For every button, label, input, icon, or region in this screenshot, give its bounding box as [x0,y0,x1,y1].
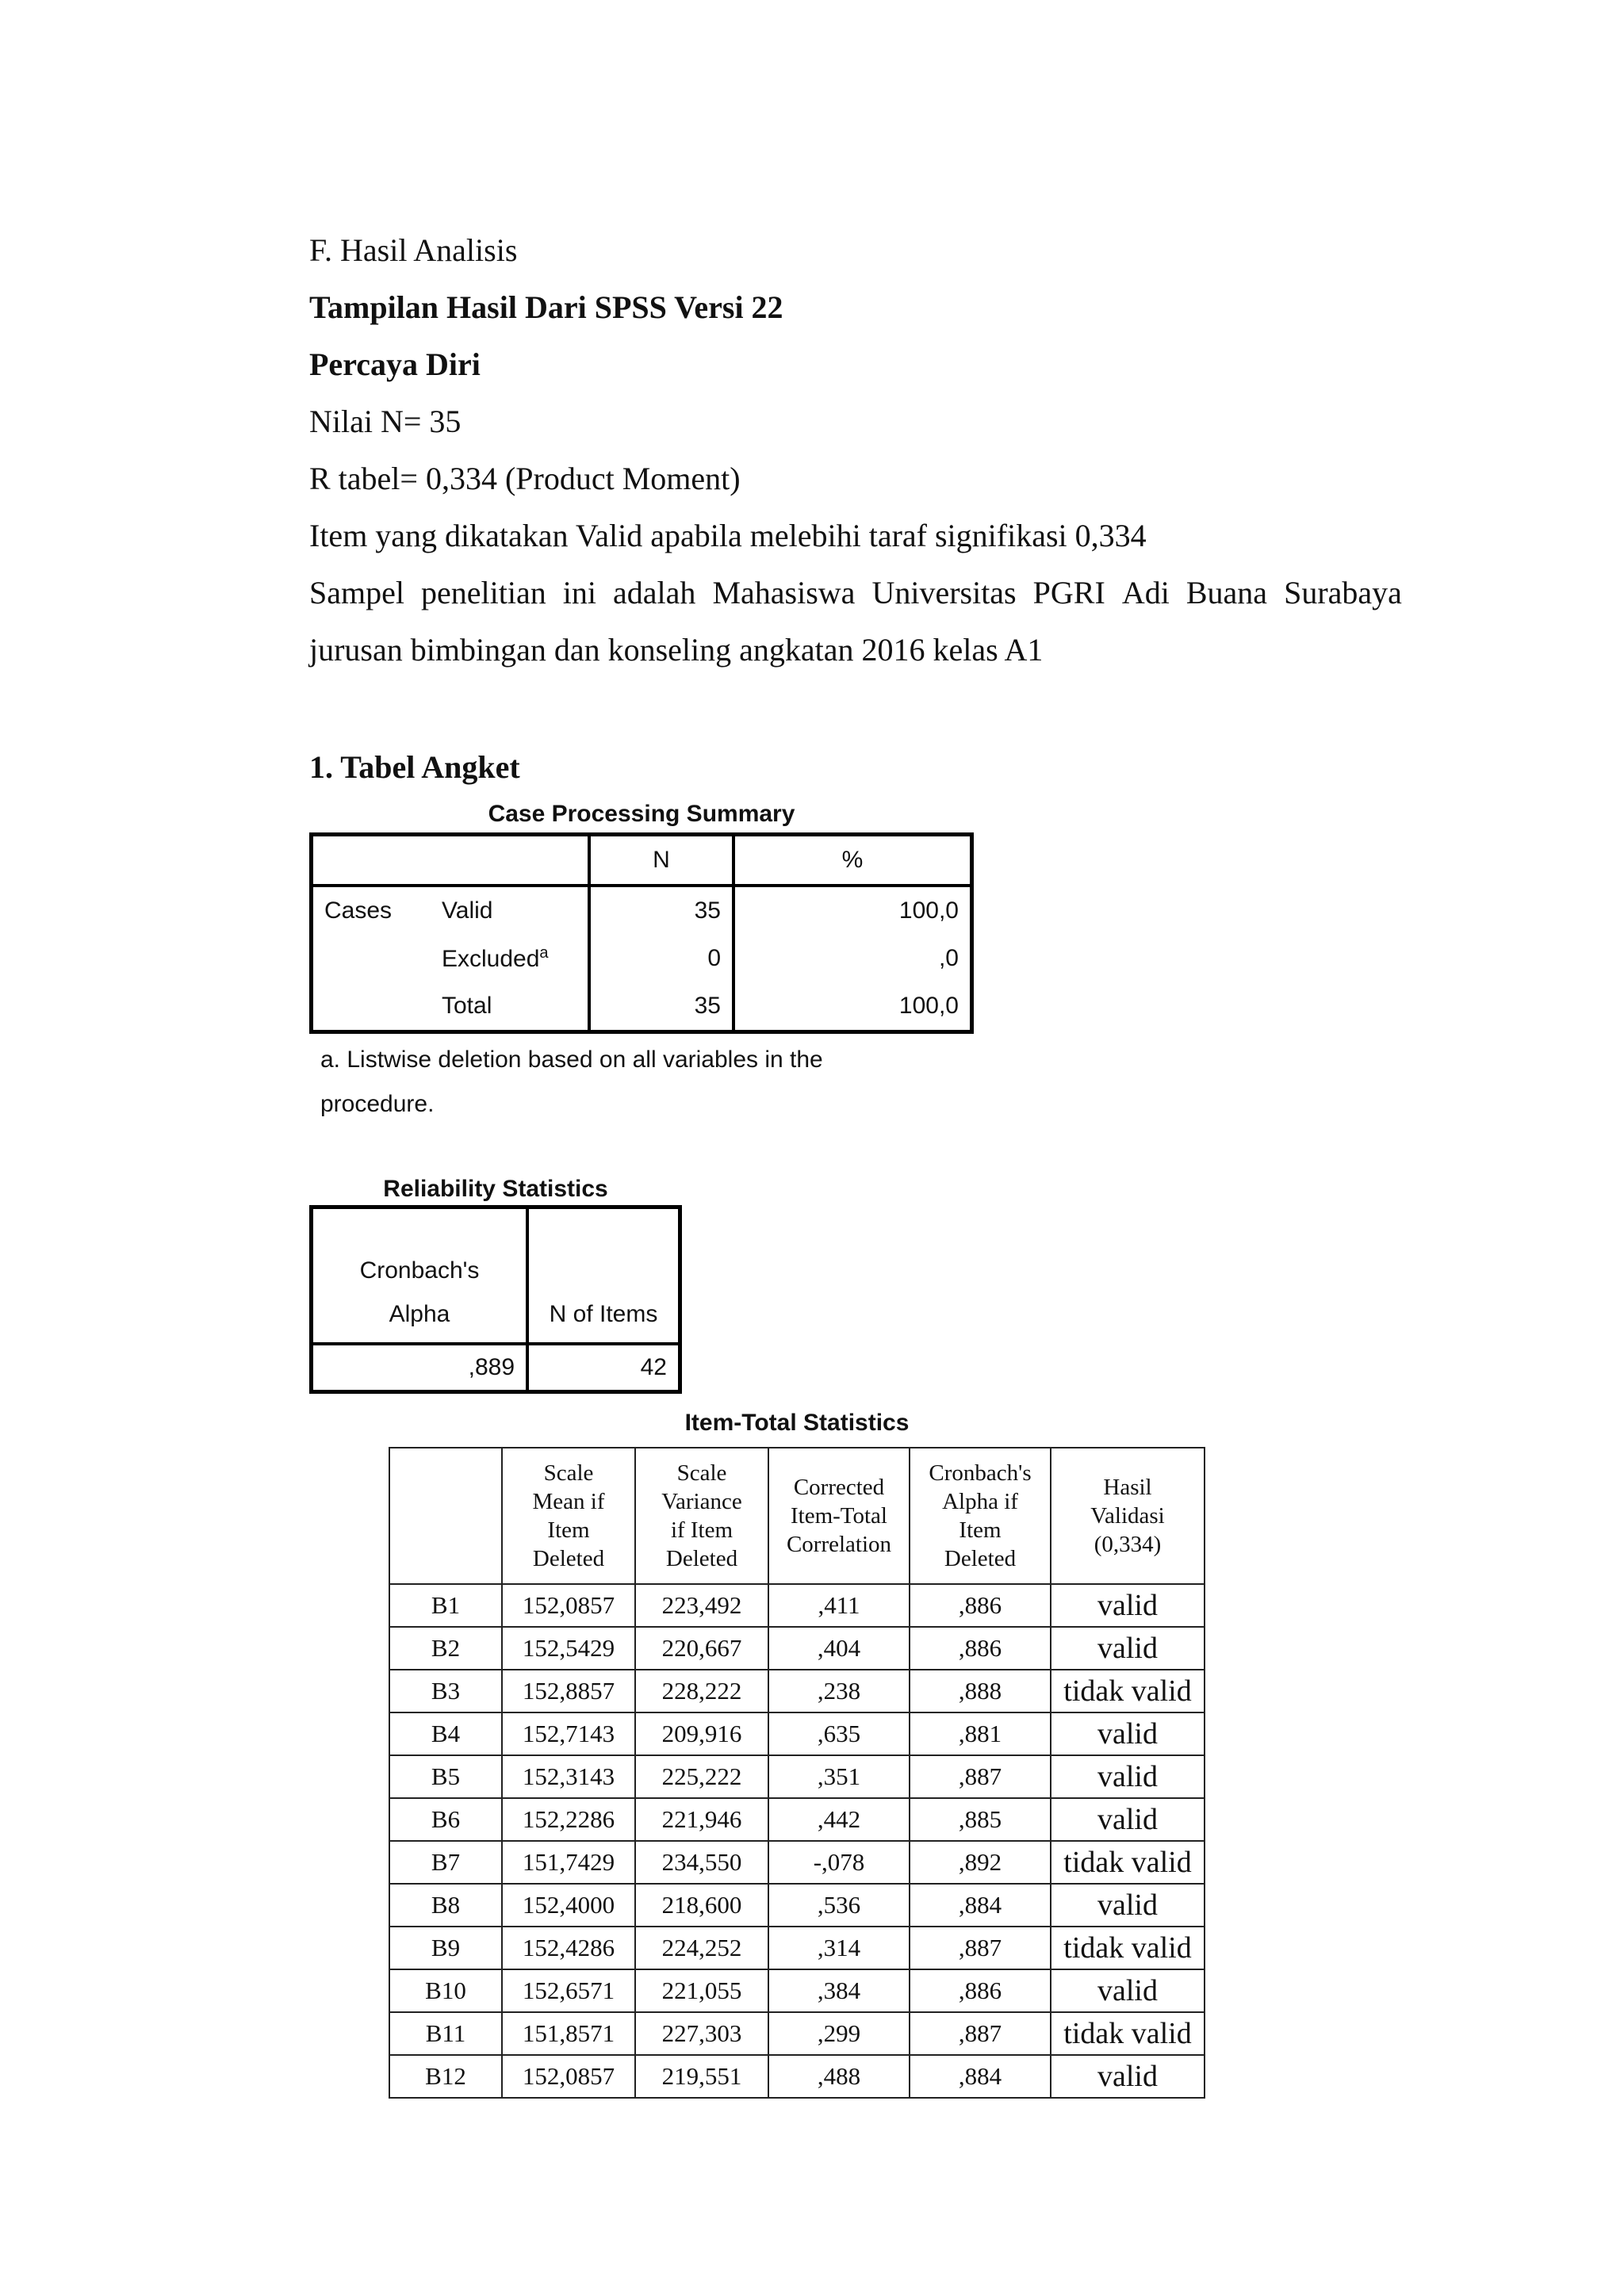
item-cell: B2 [389,1627,502,1670]
mean-cell: 152,2286 [502,1798,635,1841]
item-header [389,1448,502,1584]
sample-line-2: jurusan bimbingan dan konseling angkatan 2016 kelas A1 [309,632,1044,668]
correlation-cell: ,536 [768,1884,910,1927]
table-row [389,1584,1205,1627]
result-cell: valid [1051,1798,1205,1841]
case-summary-title: Case Processing Summary [488,801,795,827]
mean-cell: 152,0857 [502,2055,635,2098]
item-cell: B1 [389,1584,502,1627]
item-cell: B7 [389,1841,502,1884]
n-items-value: 42 [640,1354,667,1380]
validation-header: Hasil Validasi (0,334) [1051,1448,1205,1584]
mean-cell: 151,8571 [502,2012,635,2055]
correlation-cell: ,488 [768,2055,910,2098]
item-cell: B11 [389,2012,502,2055]
alpha-header: Cronbach's Alpha [312,1207,528,1345]
alpha-cell: ,885 [910,1798,1051,1841]
correlation-cell: ,299 [768,2012,910,2055]
table-row [389,1884,1205,1927]
mean-cell: 152,4000 [502,1884,635,1927]
sample-word: Mahasiswa [712,575,856,610]
row-label: Valid [431,886,589,935]
alpha-cell: ,887 [910,2012,1051,2055]
result-cell: valid [1051,1755,1205,1798]
sample-word: ini [562,575,596,610]
result-cell: valid [1051,2055,1205,2098]
alpha-cell: ,881 [910,1712,1051,1755]
sample-line-1 [309,574,1402,611]
item-cell: B10 [389,1969,502,2012]
result-cell: valid [1051,1584,1205,1627]
mean-header: Scale Mean if Item Deleted [502,1448,635,1584]
correlation-cell: ,404 [768,1627,910,1670]
mean-cell: 152,6571 [502,1969,635,2012]
sample-word: Buana [1185,575,1268,610]
n-items-header: N of Items [527,1207,680,1345]
variance-cell: 218,600 [635,1884,768,1927]
table-row [389,1712,1205,1755]
table-row [389,2012,1205,2055]
row-n: 35 [589,982,733,1032]
item-cell: B9 [389,1927,502,1969]
item-cell: B3 [389,1670,502,1712]
result-cell: valid [1051,1627,1205,1670]
variance-cell: 225,222 [635,1755,768,1798]
sample-word: adalah [613,575,696,610]
item-cell: B8 [389,1884,502,1927]
alpha-deleted-header: Cronbach's Alpha if Item Deleted [910,1448,1051,1584]
variance-cell: 227,303 [635,2012,768,2055]
alpha-cell: ,884 [910,2055,1051,2098]
correlation-cell: ,384 [768,1969,910,2012]
sample-word: Universitas [871,575,1017,610]
reliability-title: Reliability Statistics [383,1176,608,1202]
result-cell: tidak valid [1051,1841,1205,1884]
mean-cell: 152,4286 [502,1927,635,1969]
variance-cell: 221,946 [635,1798,768,1841]
alpha-cell: ,892 [910,1841,1051,1884]
row-pct: 100,0 [898,993,959,1019]
r-table: R tabel= 0,334 (Product Moment) [309,461,741,496]
mean-cell: 152,3143 [502,1755,635,1798]
footnote-line-1: a. Listwise deletion based on all variables in the [320,1047,823,1073]
alpha-cell: ,886 [910,1627,1051,1670]
result-cell: valid [1051,1969,1205,2012]
variance-cell: 228,222 [635,1670,768,1712]
table-row [389,1755,1205,1798]
mean-cell: 151,7429 [502,1841,635,1884]
item-cell: B5 [389,1755,502,1798]
col-pct-header: % [733,835,972,886]
correlation-cell: -,078 [768,1841,910,1884]
sample-word: Adi [1121,575,1170,610]
variance-cell: 219,551 [635,2055,768,2098]
variance-cell: 209,916 [635,1712,768,1755]
correlation-cell: ,238 [768,1670,910,1712]
mean-cell: 152,5429 [502,1627,635,1670]
result-cell: valid [1051,1884,1205,1927]
footnote-marker: a [539,944,549,962]
sample-word: Surabaya [1284,575,1402,610]
correlation-cell: ,411 [768,1584,910,1627]
row-label: Total [431,982,589,1032]
row-n: 0 [589,935,733,982]
variance-cell: 220,667 [635,1627,768,1670]
cases-group-label: Cases [324,897,393,924]
item-total-title: Item-Total Statistics [684,1410,910,1436]
variance-cell: 234,550 [635,1841,768,1884]
correlation-cell: ,442 [768,1798,910,1841]
case-summary-table [309,832,974,1034]
result-cell: valid [1051,1712,1205,1755]
correlation-cell: ,635 [768,1712,910,1755]
section-1-title: 1. Tabel Angket [309,749,520,785]
alpha-cell: ,884 [910,1884,1051,1927]
row-n: 35 [589,886,733,935]
table-row [389,2055,1205,2098]
n-value: Nilai N= 35 [309,404,462,439]
item-cell: B12 [389,2055,502,2098]
variance-cell: 221,055 [635,1969,768,2012]
col-n-header: N [589,835,733,886]
alpha-cell: ,886 [910,1969,1051,2012]
correlation-cell: ,351 [768,1755,910,1798]
topic-title: Percaya Diri [309,346,481,382]
result-cell: tidak valid [1051,1927,1205,1969]
reliability-table [309,1205,682,1394]
section-heading: F. Hasil Analisis [309,232,518,268]
correlation-header: Corrected Item-Total Correlation [768,1448,910,1584]
alpha-cell: ,887 [910,1755,1051,1798]
valid-rule: Item yang dikatakan Valid apabila melebihi taraf signifikasi 0,334 [309,518,1147,553]
item-cell: B6 [389,1798,502,1841]
row-label-excluded: Excluded$^a$ [431,935,589,982]
table-row [389,1627,1205,1670]
alpha-cell: ,887 [910,1927,1051,1969]
item-total-table [389,1447,1205,2099]
mean-cell: 152,0857 [502,1584,635,1627]
alpha-cell: ,886 [910,1584,1051,1627]
row-pct: ,0 [938,945,959,971]
variance-header: Scale Variance if Item Deleted [635,1448,768,1584]
footnote-line-2: procedure. [320,1091,435,1117]
table-row [389,1798,1205,1841]
alpha-value: ,889 [312,1344,528,1392]
correlation-cell: ,314 [768,1927,910,1969]
result-cell: tidak valid [1051,2012,1205,2055]
table-row [389,1969,1205,2012]
sample-word: Sampel [309,575,404,610]
mean-cell: 152,7143 [502,1712,635,1755]
sample-word: PGRI [1032,575,1105,610]
subtitle: Tampilan Hasil Dari SPSS Versi 22 [309,289,783,325]
item-cell: B4 [389,1712,502,1755]
table-row [389,1841,1205,1884]
variance-cell: 224,252 [635,1927,768,1969]
table-row [389,1670,1205,1712]
mean-cell: 152,8857 [502,1670,635,1712]
variance-cell: 223,492 [635,1584,768,1627]
alpha-cell: ,888 [910,1670,1051,1712]
row-pct: 100,0 [898,897,959,924]
result-cell: tidak valid [1051,1670,1205,1712]
table-row [389,1927,1205,1969]
sample-word: penelitian [421,575,546,610]
